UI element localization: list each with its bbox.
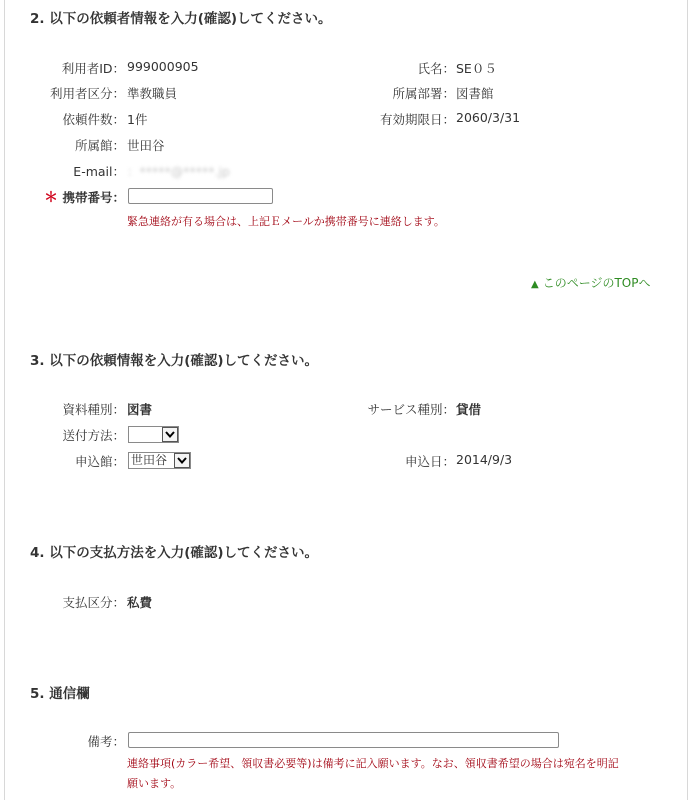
name-value: SE０５ xyxy=(456,61,497,76)
required-mark: ＊ xyxy=(44,190,58,206)
triangle-up-icon: ▲ xyxy=(531,279,539,290)
applying-library-select-value: 世田谷 xyxy=(131,453,168,467)
payment-value: 私費 xyxy=(127,595,153,610)
remarks-note-line1: 連絡事項(カラー希望、領収書必要等)は備考に記入願います。なお、領収書希望の場合は宛名を明記 xyxy=(127,757,619,770)
chevron-down-icon xyxy=(162,427,178,442)
email-label: E-mail： xyxy=(73,164,125,179)
applying-library-label: 申込館： xyxy=(74,454,125,469)
user-class-label: 利用者区分： xyxy=(49,86,125,101)
department-value: 図書館 xyxy=(456,86,494,101)
department-label: 所属部署： xyxy=(392,86,455,101)
name-label: 氏名： xyxy=(417,61,455,76)
page-top-link-label: このページのTOPへ xyxy=(542,276,651,290)
expiry-label: 有効期限日： xyxy=(379,112,455,127)
payment-label: 支払区分： xyxy=(62,595,125,610)
remarks-label: 備考： xyxy=(87,734,125,749)
chevron-down-icon xyxy=(174,453,190,468)
expiry-value: 2060/3/31 xyxy=(456,110,521,125)
applying-library-select[interactable] xyxy=(128,452,191,469)
service-type-label: サービス種別： xyxy=(367,402,455,417)
user-class-value: 準教職員 xyxy=(127,86,178,101)
material-type-value: 図書 xyxy=(127,402,153,417)
library-label: 所属館： xyxy=(74,138,125,153)
service-type-value: 貸借 xyxy=(456,402,482,417)
section2-heading: 2. 以下の依頼者情報を入力(確認)してください。 xyxy=(30,11,332,27)
user-id-value: 999000905 xyxy=(127,59,199,74)
remarks-note-line2: 願います。 xyxy=(127,777,182,790)
delivery-label: 送付方法： xyxy=(62,428,125,443)
mobile-input[interactable] xyxy=(128,188,273,204)
delivery-select[interactable] xyxy=(128,426,179,443)
section4-heading: 4. 以下の支払方法を入力(確認)してください。 xyxy=(30,545,319,561)
application-date-label: 申込日： xyxy=(404,454,455,469)
request-count-value: 1件 xyxy=(127,112,148,127)
remarks-input[interactable] xyxy=(128,732,559,748)
application-date-value: 2014/9/3 xyxy=(456,452,513,467)
mobile-label: 携帯番号： xyxy=(62,190,125,205)
material-type-label: 資料種別： xyxy=(62,402,125,417)
user-id-label: 利用者ID： xyxy=(61,61,125,76)
page-top-link[interactable] xyxy=(531,274,650,291)
section3-heading: 3. 以下の依頼情報を入力(確認)してください。 xyxy=(30,353,319,369)
section5-heading: 5. 通信欄 xyxy=(30,686,90,702)
email-value: ：*****@*****.jp xyxy=(127,164,230,179)
library-value: 世田谷 xyxy=(127,138,165,153)
request-count-label: 依頼件数： xyxy=(62,112,125,127)
mobile-note: 緊急連絡が有る場合は、上記Ｅメールか携帯番号に連絡します。 xyxy=(127,215,445,228)
